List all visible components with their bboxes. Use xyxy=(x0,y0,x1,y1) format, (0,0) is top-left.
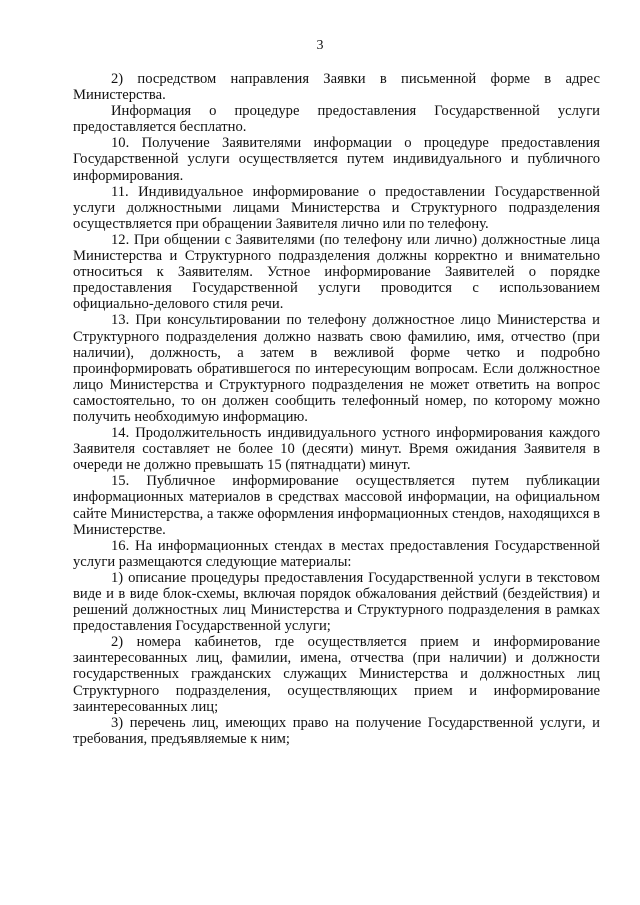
page-number: 3 xyxy=(316,38,324,53)
paragraph-16: 16. На информационных стендах в местах предоставления Государственной услуги размещаются следующие материалы: xyxy=(73,537,600,570)
paragraph-11: 11. Индивидуальное информирование о предоставлении Государственной услуги должностными лицами Министерства и Структурного подразделения осуществляется при обращении Заявителя лично или по телефону. xyxy=(73,183,600,232)
paragraph-15: 15. Публичное информирование осуществляется путем публикации информационных материалов в средствах массовой информации, на официальном сайте Министерства, а также оформления информационных стендов, находящихся в Министерстве. xyxy=(73,473,600,538)
list-item-2: 2) номера кабинетов, где осуществляется прием и информирование заинтересованных лиц, фамилии, имена, отчества (при наличии) и должности государственных гражданских служащих Министерства и должностных лиц Структурного подразделения, осуществляющих прием и информирование заинтересованных лиц; xyxy=(73,634,600,715)
paragraph-12: 12. При общении с Заявителями (по телефону или лично) должностные лица Министерства и Структурного подразделения должны корректно и внимательно относиться к Заявителям. Устное информирование Заявителей о порядке предоставления Государственной услуги проводится с использованием официально-делового стиля речи. xyxy=(73,231,600,313)
list-item-1: 1) описание процедуры предоставления Государственной услуги в текстовом виде и в виде блок-схемы, включая порядок обжалования действий (бездействия) и решений должностных лиц Министерства и Структурного подразделения в рамках предоставления Государственной услуги; xyxy=(73,569,600,635)
paragraph-item-2-submission: 2) посредством направления Заявки в письменной форме в адрес Министерства. xyxy=(73,71,600,104)
paragraph-14: 14. Продолжительность индивидуального устного информирования каждого Заявителя составляет не более 10 (десяти) минут. Время ожидания Заявителя в очереди не должно превышать 15 (пятнадцати) минут. xyxy=(73,425,600,474)
document-body xyxy=(73,71,600,747)
list-item-3: 3) перечень лиц, имеющих право на получение Государственной услуги, и требования, предъявляемые к ним; xyxy=(73,714,600,747)
paragraph-10: 10. Получение Заявителями информации о процедуре предоставления Государственной услуги осуществляется путем индивидуального и публичного информирования. xyxy=(73,135,600,184)
paragraph-13: 13. При консультировании по телефону должностное лицо Министерства и Структурного подразделения должно назвать свою фамилию, имя, отчество (при наличии), должность, а затем в вежливой форме четко и подробно проинформировать обратившегося по интересующим вопросам. Если должностное лицо Министерства и Структурного подразделения не может ответить на вопрос самостоятельно, то он должен сообщить телефонный номер, по которому можно получить необходимую информацию. xyxy=(73,312,600,425)
paragraph-free-of-charge: Информация о процедуре предоставления Государственной услуги предоставляется бесплатно. xyxy=(73,103,600,136)
